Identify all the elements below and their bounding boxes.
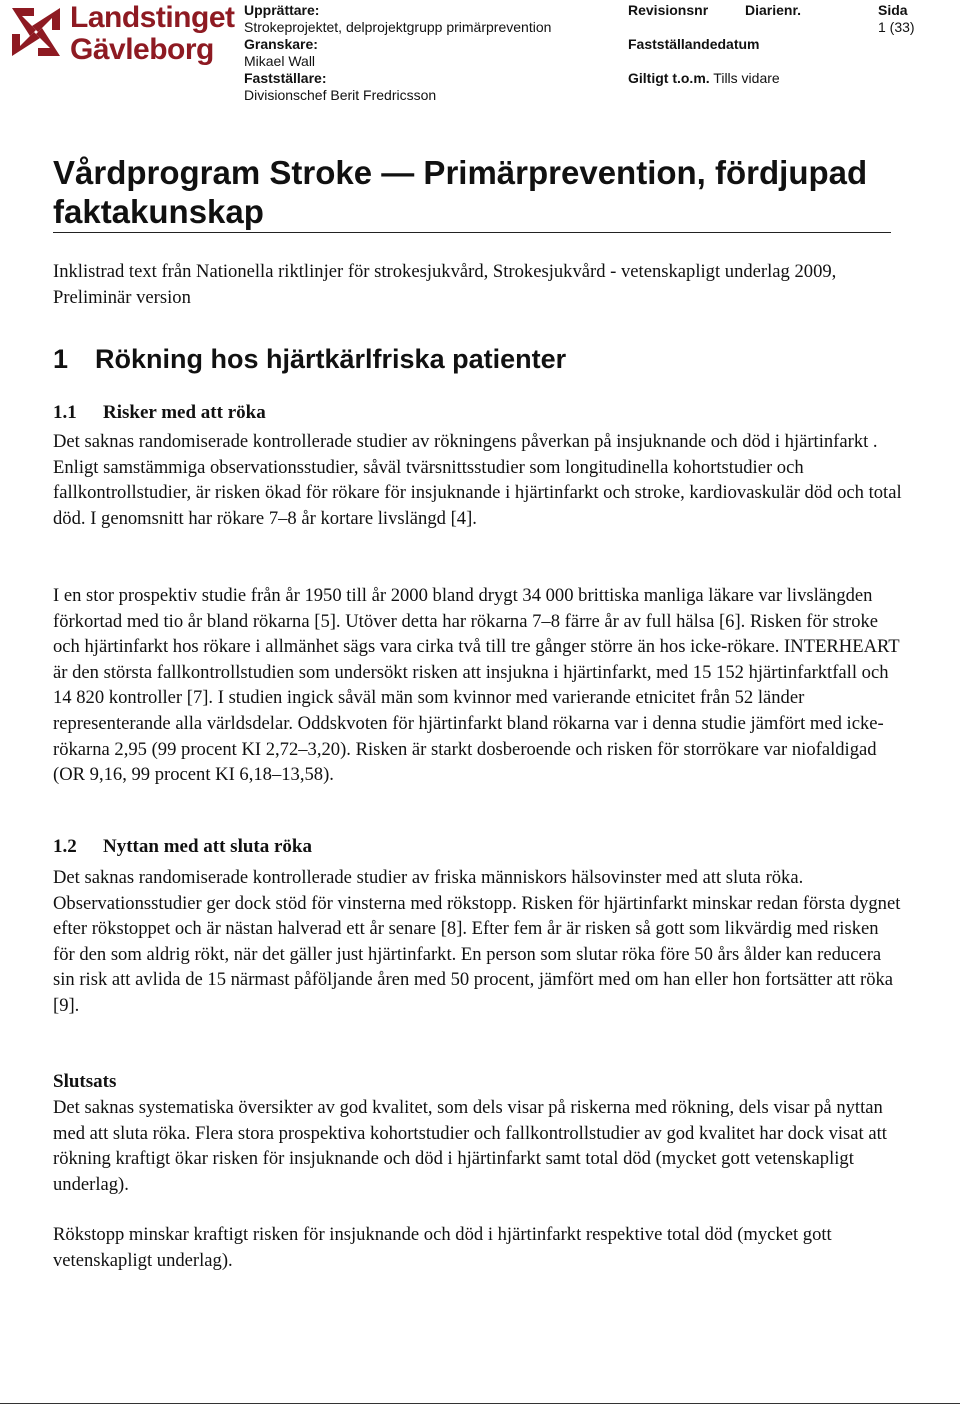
section-1-number: 1 — [53, 344, 69, 374]
section-1-2-title: Nyttan med att sluta röka — [103, 836, 312, 857]
section-1-2-number: 1.2 — [53, 836, 77, 857]
slutsats-heading: Slutsats — [53, 1071, 117, 1092]
section-1-2-heading — [53, 835, 312, 859]
section-1-1-paragraph-2: I en stor prospektiv studie från år 1950 till år 2000 bland drygt 34 000 brittiska manliga läkare var livslängden förkortad med tio år bland rökarna [5]. Utöver detta har rökarna 7–8 färre år av full hälsa [6]. Risken för stroke och hjärtinfarkt hos rökare i allmänhet sägs vara cirka två till tre gånger större än hos icke-rökare. INTERHEART är den största fallkontrollstudien som undersökt risken att insjukna i hjärtinfarkt, med 15 152 hjärtinfarktfall och 14 820 kontroller [7]. I studien ingick såväl män som kvinnor med varierande etnicitet från 52 länder representerande alla världsdelar. Oddskvoten för hjärtinfarkt bland rökarna var i denna studie jämfört med icke-rökarna 2,95 (99 procent KI 2,72–3,20). Risken är starkt dosberoende och risken för storrökare var niofaldigad (OR 9,16, 99 procent KI 6,18–13,58). — [53, 585, 900, 786]
section-1-1-title: Risker med att röka — [103, 402, 266, 423]
logo-text — [70, 2, 235, 66]
faststallare-value: Divisionschef Berit Fredricsson — [244, 87, 437, 103]
giltigt-row — [628, 70, 780, 87]
section-1-title: Rökning hos hjärtkärlfriska patienter — [95, 344, 567, 374]
upprattare-value: Strokeprojektet, delprojektgrupp primärprevention — [244, 19, 552, 35]
page-number: 1 (33) — [878, 19, 915, 35]
title-line-1: Vårdprogram Stroke — Primärprevention, fördjupad — [53, 154, 868, 191]
granskare-value: Mikael Wall — [244, 53, 316, 69]
section-1-1-paragraph-1: Det saknas randomiserade kontrollerade studier av rökningens påverkan på insjuknande och död i hjärtinfarkt . Enligt samstämmiga observationsstudier, såväl tvärsnittsstudier som longitudinella kohortstudier och fallkontrollstudier, är risken ökad för rökare för insjuknande i hjärtinfarkt och stroke, kardiovaskulär död och total död. I genomsnitt har rökare 7–8 år kortare livslängd [4]. — [53, 431, 902, 529]
logo-line-2: Gävleborg — [70, 33, 214, 66]
revisionsnr-label: Revisionsnr — [628, 2, 709, 18]
title-divider — [53, 232, 891, 233]
section-1-heading — [53, 342, 566, 376]
organization-logo — [8, 2, 233, 68]
title-line-2: faktakunskap — [53, 193, 264, 230]
giltigt-label: Giltigt t.o.m. — [628, 70, 710, 86]
logo-line-1: Landstinget — [70, 1, 235, 34]
faststallare-label: Fastställare: — [244, 70, 327, 86]
section-1-1-number: 1.1 — [53, 402, 77, 423]
landstinget-gavleborg-logo-icon — [8, 4, 64, 60]
granskare-label: Granskare: — [244, 36, 318, 52]
section-1-1-heading — [53, 401, 266, 425]
slutsats-paragraph-1: Det saknas systematiska översikter av god kvalitet, som dels visar på riskerna med rökning, dels visar på nyttan med att sluta röka. Flera stora prospektiva kohortstudier och fallkontrollstudier av god kvalitet har dock visat att rökning kraftigt ökar risken för insjuknande och död i hjärtinfarkt samt total död (mycket gott vetenskapligt underlag). — [53, 1097, 887, 1195]
sida-label: Sida — [878, 2, 908, 18]
document-title — [53, 153, 893, 231]
slutsats-paragraph-2: Rökstopp minskar kraftigt risken för insjuknande och död i hjärtinfarkt respektive total död (mycket gott vetenskapligt underlag). — [53, 1224, 832, 1271]
upprattare-label: Upprättare: — [244, 2, 320, 18]
intro-paragraph: Inklistrad text från Nationella riktlinjer för strokesjukvård, Strokesjukvård - vetenskapligt underlag 2009, Preliminär version — [53, 261, 837, 308]
diarienr-label: Diarienr. — [745, 2, 802, 18]
section-1-2-paragraph: Det saknas randomiserade kontrollerade studier av friska människors hälsovinster med att sluta röka. Observationsstudier ger dock stöd för vinsterna med rökstopp. Risken för hjärtinfarkt minskar redan första dygnet efter rökstoppet och är nästan halverad ett år senare [8]. Efter fem år är risken så gott som likvärdig med risken för den som aldrig rökt, när det gäller just hjärtinfarkt. En person som slutar röka före 50 års ålder kan reducera sin risk att avlida de 15 närmast påföljande åren med 50 procent, jämfört med om han eller hon fortsätter att röka [9]. — [53, 867, 901, 1016]
faststallandedatum-label: Fastställandedatum — [628, 36, 760, 52]
giltigt-value: Tills vidare — [713, 70, 780, 86]
footer-divider — [0, 1403, 960, 1404]
